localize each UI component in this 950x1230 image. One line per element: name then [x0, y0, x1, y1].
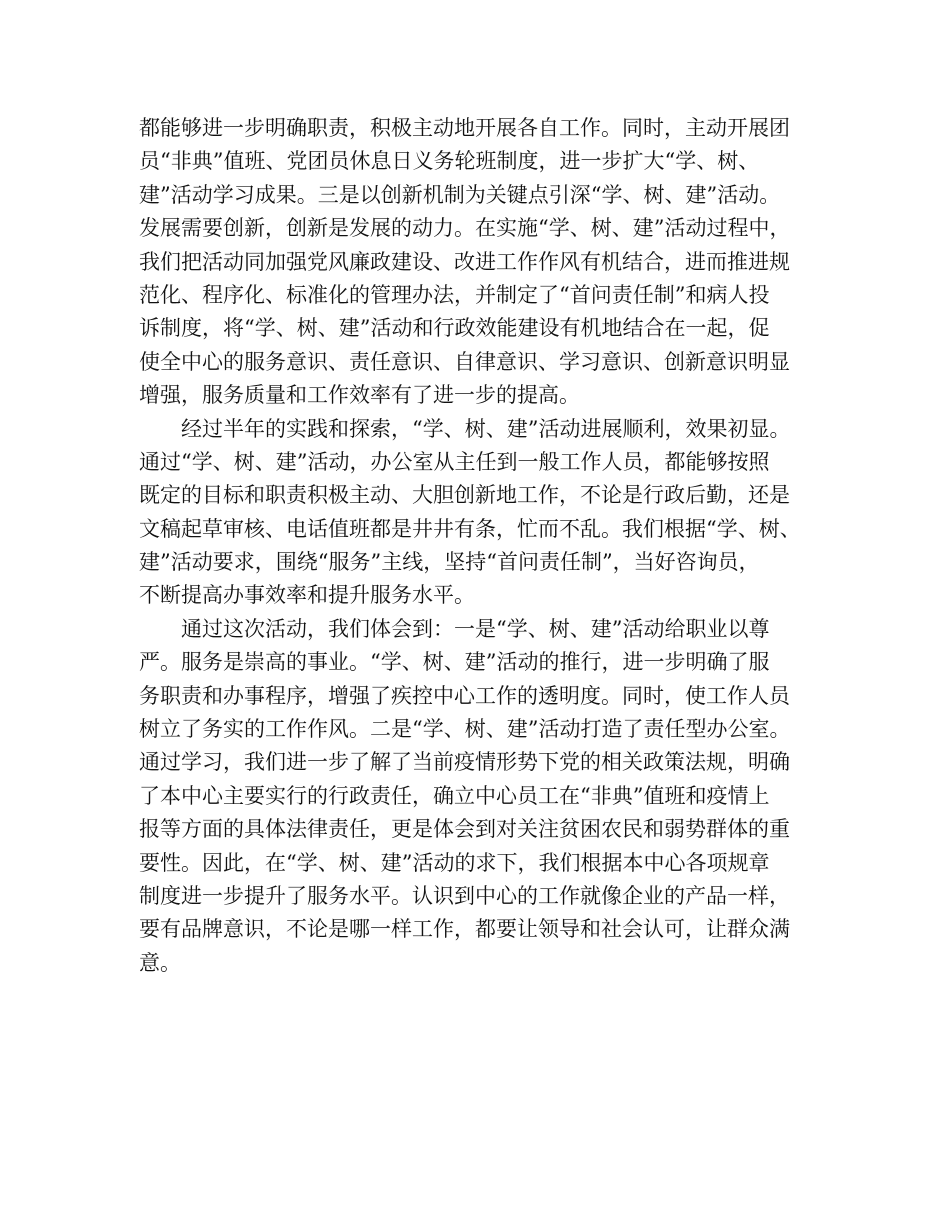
- paragraph-line: 文稿起草审核、电话值班都是井井有条，忙而不乱。我们根据“学、树、: [139, 516, 801, 541]
- paragraph-line: 增强，服务质量和工作效率有了进一步的提高。: [139, 383, 580, 408]
- paragraph-3: [139, 613, 829, 980]
- paragraph-line: 经过半年的实践和探索，“学、树、建”活动进展顺利，效果初显。: [139, 416, 791, 441]
- paragraph-line: 了本中心主要实行的行政责任，确立中心员工在“非典”值班和疫情上: [139, 783, 770, 808]
- paragraph-line: 我们把活动同加强党风廉政建设、改进工作作风有机结合，进而推进规: [139, 249, 790, 274]
- paragraph-line: 建”活动要求，围绕“服务”主线，坚持“首问责任制”，当好咨询员，: [139, 550, 760, 575]
- paragraph-line: 务职责和办事程序，增强了疾控中心工作的透明度。同时，使工作人员: [139, 683, 790, 708]
- document-body: [139, 112, 829, 980]
- paragraph-line: 发展需要创新，创新是发展的动力。在实施“学、树、建”活动过程中，: [139, 216, 791, 241]
- paragraph-line: 制度进一步提升了服务水平。认识到中心的工作就像企业的产品一样，: [139, 883, 790, 908]
- paragraph-line: 通过学习，我们进一步了解了当前疫情形势下党的相关政策法规，明确: [139, 750, 790, 775]
- paragraph-line: 都能够进一步明确职责，积极主动地开展各自工作。同时，主动开展团: [139, 116, 790, 140]
- paragraph-line: 通过这次活动，我们体会到：一是“学、树、建”活动给职业以尊: [139, 616, 770, 641]
- paragraph-2: [139, 413, 829, 613]
- paragraph-line: 诉制度，将“学、树、建”活动和行政效能建设有机地结合在一起，促: [139, 316, 770, 341]
- paragraph-line: 树立了务实的工作作风。二是“学、树、建”活动打造了责任型办公室。: [139, 717, 791, 742]
- paragraph-line: 要性。因此，在“学、树、建”活动的求下，我们根据本中心各项规章: [139, 850, 770, 875]
- paragraph-line: 要有品牌意识，不论是哪一样工作，都要让领导和社会认可，让群众满: [139, 917, 790, 942]
- paragraph-line: 不断提高办事效率和提升服务水平。: [139, 583, 475, 608]
- paragraph-line: 范化、程序化、标准化的管理办法，并制定了“首问责任制”和病人投: [139, 282, 770, 307]
- paragraph-line: 员“非典”值班、党团员休息日义务轮班制度，进一步扩大“学、树、: [139, 149, 760, 174]
- paragraph-line: 意。: [139, 950, 181, 975]
- paragraph-line: 严。服务是崇高的事业。“学、树、建”活动的推行，进一步明确了服: [139, 650, 770, 675]
- paragraph-line: 使全中心的服务意识、责任意识、自律意识、学习意识、创新意识明显: [139, 349, 790, 374]
- paragraph-1: [139, 112, 829, 413]
- paragraph-line: 建”活动学习成果。三是以创新机制为关键点引深“学、树、建”活动。: [139, 182, 781, 207]
- paragraph-line: 报等方面的具体法律责任，更是体会到对关注贫困农民和弱势群体的重: [139, 817, 790, 842]
- paragraph-line: 既定的目标和职责积极主动、大胆创新地工作，不论是行政后勤，还是: [139, 483, 790, 508]
- paragraph-line: 通过“学、树、建”活动，办公室从主任到一般工作人员，都能够按照: [139, 449, 770, 474]
